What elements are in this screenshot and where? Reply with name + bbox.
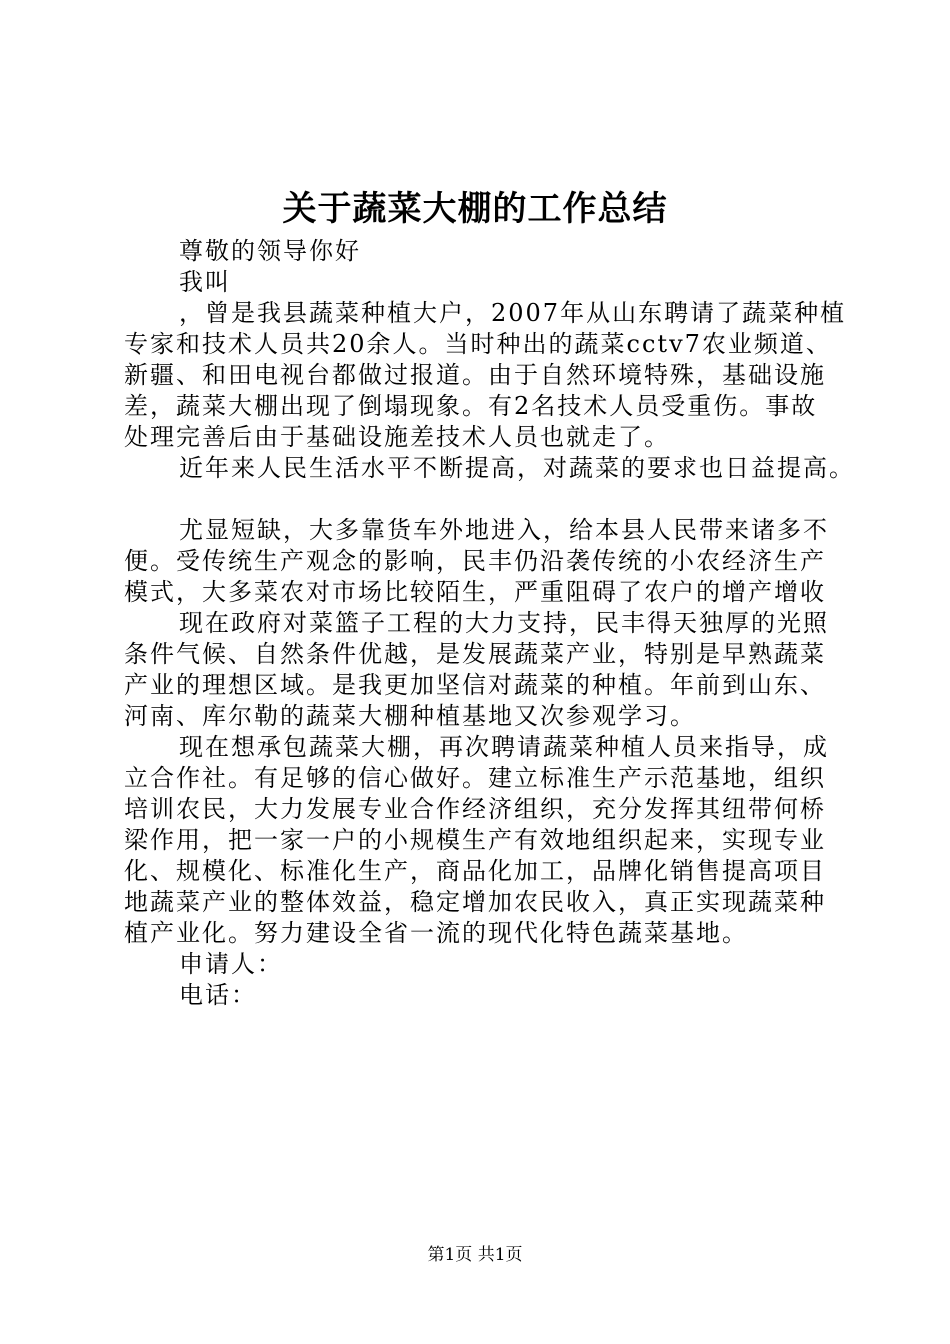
- body-line: 培训农民，大力发展专业合作经济组织，充分发挥其纽带何桥: [124, 795, 826, 823]
- body-line: 地蔬菜产业的整体效益，稳定增加农民收入，真正实现蔬菜种: [124, 888, 826, 916]
- body-line: 产业的理想区域。是我更加坚信对蔬菜的种植。年前到山东、: [124, 671, 826, 699]
- body-line: 现在政府对菜篮子工程的大力支持，民丰得天独厚的光照: [179, 609, 829, 637]
- greeting-line: 尊敬的领导你好: [179, 237, 361, 265]
- body-line: 化、规模化、标准化生产，商品化加工，品牌化销售提高项目: [124, 857, 826, 885]
- paragraph-gap: [124, 484, 836, 515]
- body-line: 河南、库尔勒的蔬菜大棚种植基地又次参观学习。: [124, 702, 696, 730]
- name-line: 我叫: [179, 268, 231, 296]
- page-footer: 第1页 共1页: [427, 1245, 523, 1265]
- phone-line: 电话：: [179, 981, 257, 1009]
- body-line: 植产业化。努力建设全省一流的现代化特色蔬菜基地。: [124, 919, 748, 947]
- body-line: 现在想承包蔬菜大棚，再次聘请蔬菜种植人员来指导，成: [179, 733, 829, 761]
- body-line: 尤显短缺，大多靠货车外地进入，给本县人民带来诸多不: [179, 516, 829, 544]
- body-line: 新疆、和田电视台都做过报道。由于自然环境特殊，基础设施: [124, 361, 826, 389]
- body-line: 差，蔬菜大棚出现了倒塌现象。有2名技术人员受重伤。事故: [124, 392, 818, 420]
- body-line: 近年来人民生活水平不断提高，对蔬菜的要求也日益提高。: [179, 454, 855, 482]
- body-line: 便。受传统生产观念的影响，民丰仍沿袭传统的小农经济生产: [124, 547, 826, 575]
- body-line: 条件气候、自然条件优越，是发展蔬菜产业，特别是早熟蔬菜: [124, 640, 826, 668]
- applicant-line: 申请人：: [179, 950, 283, 978]
- body-line: 模式，大多菜农对市场比较陌生，严重阻碍了农户的增产增收: [124, 578, 826, 606]
- body-line: ，曾是我县蔬菜种植大户，2007年从山东聘请了蔬菜种植: [179, 299, 847, 327]
- body-line: 立合作社。有足够的信心做好。建立标准生产示范基地，组织: [124, 764, 826, 792]
- body-line: 梁作用，把一家一户的小规模生产有效地组织起来，实现专业: [124, 826, 826, 854]
- document-body: [124, 236, 855, 1011]
- document-title: 关于蔬菜大棚的工作总结: [282, 189, 668, 229]
- body-line: 专家和技术人员共20余人。当时种出的蔬菜cctv7农业频道、: [124, 330, 832, 358]
- body-line: 处理完善后由于基础设施差技术人员也就走了。: [124, 423, 670, 451]
